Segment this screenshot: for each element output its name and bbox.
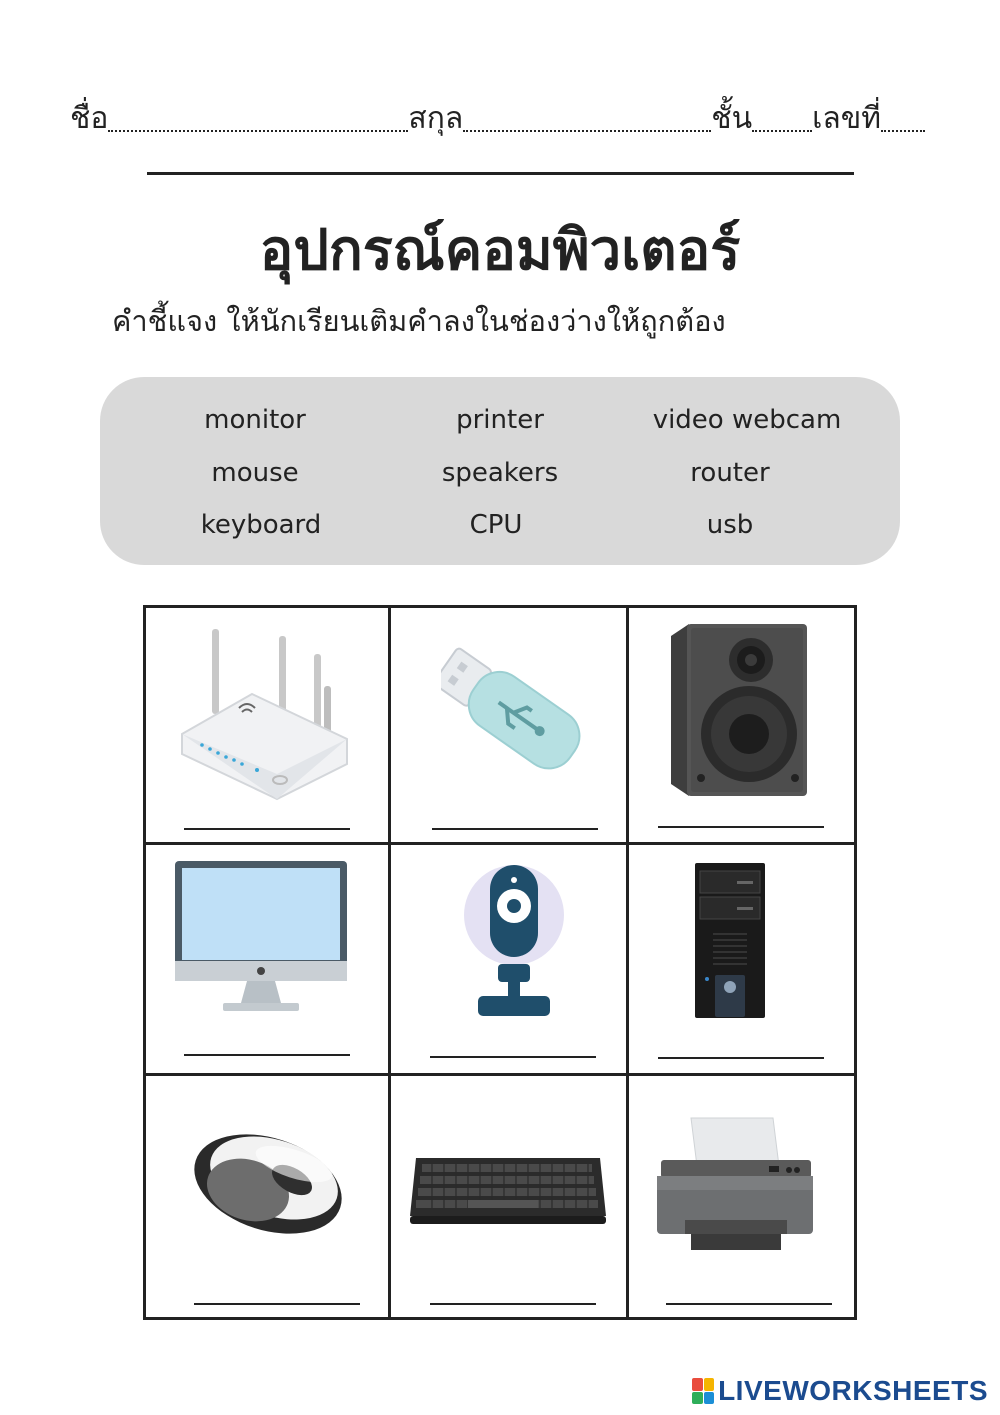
grid-cell-webcam: [391, 845, 626, 1073]
grid-cell-router: [146, 608, 388, 842]
cpu-tower-icon: [695, 863, 775, 1023]
grid-cell-usb: [391, 608, 626, 842]
grid-cell-cpu: [629, 845, 857, 1073]
word-bank-item: keyboard: [200, 510, 322, 540]
word-bank-item: mouse: [211, 458, 299, 488]
liveworksheets-logo-icon: [692, 1378, 714, 1404]
answer-blank[interactable]: [658, 826, 824, 828]
speaker-icon: [671, 624, 811, 796]
answer-blank[interactable]: [658, 1057, 824, 1059]
word-bank-item: printer: [456, 405, 544, 435]
grid-cell-speaker: [629, 608, 857, 842]
printer-icon: [657, 1116, 817, 1256]
grid-cell-printer: [629, 1076, 857, 1320]
answer-blank[interactable]: [184, 1054, 350, 1056]
class-label: ชั้น: [711, 101, 753, 136]
answer-blank[interactable]: [666, 1303, 832, 1305]
word-bank-item: CPU: [469, 510, 523, 540]
answer-blank[interactable]: [194, 1303, 360, 1305]
monitor-icon: [175, 861, 350, 1016]
grid-cell-monitor: [146, 845, 388, 1073]
brand-name: LIVEWORKSHEETS: [718, 1375, 988, 1406]
word-bank-item: usb: [706, 510, 754, 540]
word-bank-item: router: [690, 458, 770, 488]
student-info-line: [70, 92, 930, 142]
mouse-icon: [188, 1124, 348, 1244]
name-blank[interactable]: [108, 129, 408, 132]
grid-cell-keyboard: [391, 1076, 626, 1320]
answer-blank[interactable]: [430, 1303, 596, 1305]
number-blank[interactable]: [881, 129, 925, 132]
name-label: ชื่อ: [70, 101, 109, 136]
instruction-text: คำชี้แจง ให้นักเรียนเติมคำลงในช่องว่างให้ถูกต้อง: [112, 304, 726, 338]
word-bank-item: video webcam: [652, 405, 842, 435]
surname-label: สกุล: [408, 101, 464, 136]
answer-blank[interactable]: [184, 828, 350, 830]
router-icon: [172, 624, 372, 804]
liveworksheets-logo: [692, 1373, 988, 1409]
header-divider: [147, 172, 854, 175]
surname-blank[interactable]: [463, 129, 711, 132]
device-grid: [143, 605, 857, 1320]
number-label: เลขที่: [812, 101, 882, 136]
word-bank: [100, 377, 900, 565]
class-blank[interactable]: [752, 129, 812, 132]
page-title: อุปกรณ์คอมพิวเตอร์: [259, 218, 741, 283]
word-bank-item: speakers: [441, 458, 559, 488]
grid-cell-mouse: [146, 1076, 388, 1320]
answer-blank[interactable]: [430, 1056, 596, 1058]
word-bank-item: monitor: [204, 405, 306, 435]
usb-drive-icon: [441, 636, 581, 786]
answer-blank[interactable]: [432, 828, 598, 830]
webcam-icon: [454, 860, 574, 1025]
keyboard-icon: [408, 1152, 608, 1232]
